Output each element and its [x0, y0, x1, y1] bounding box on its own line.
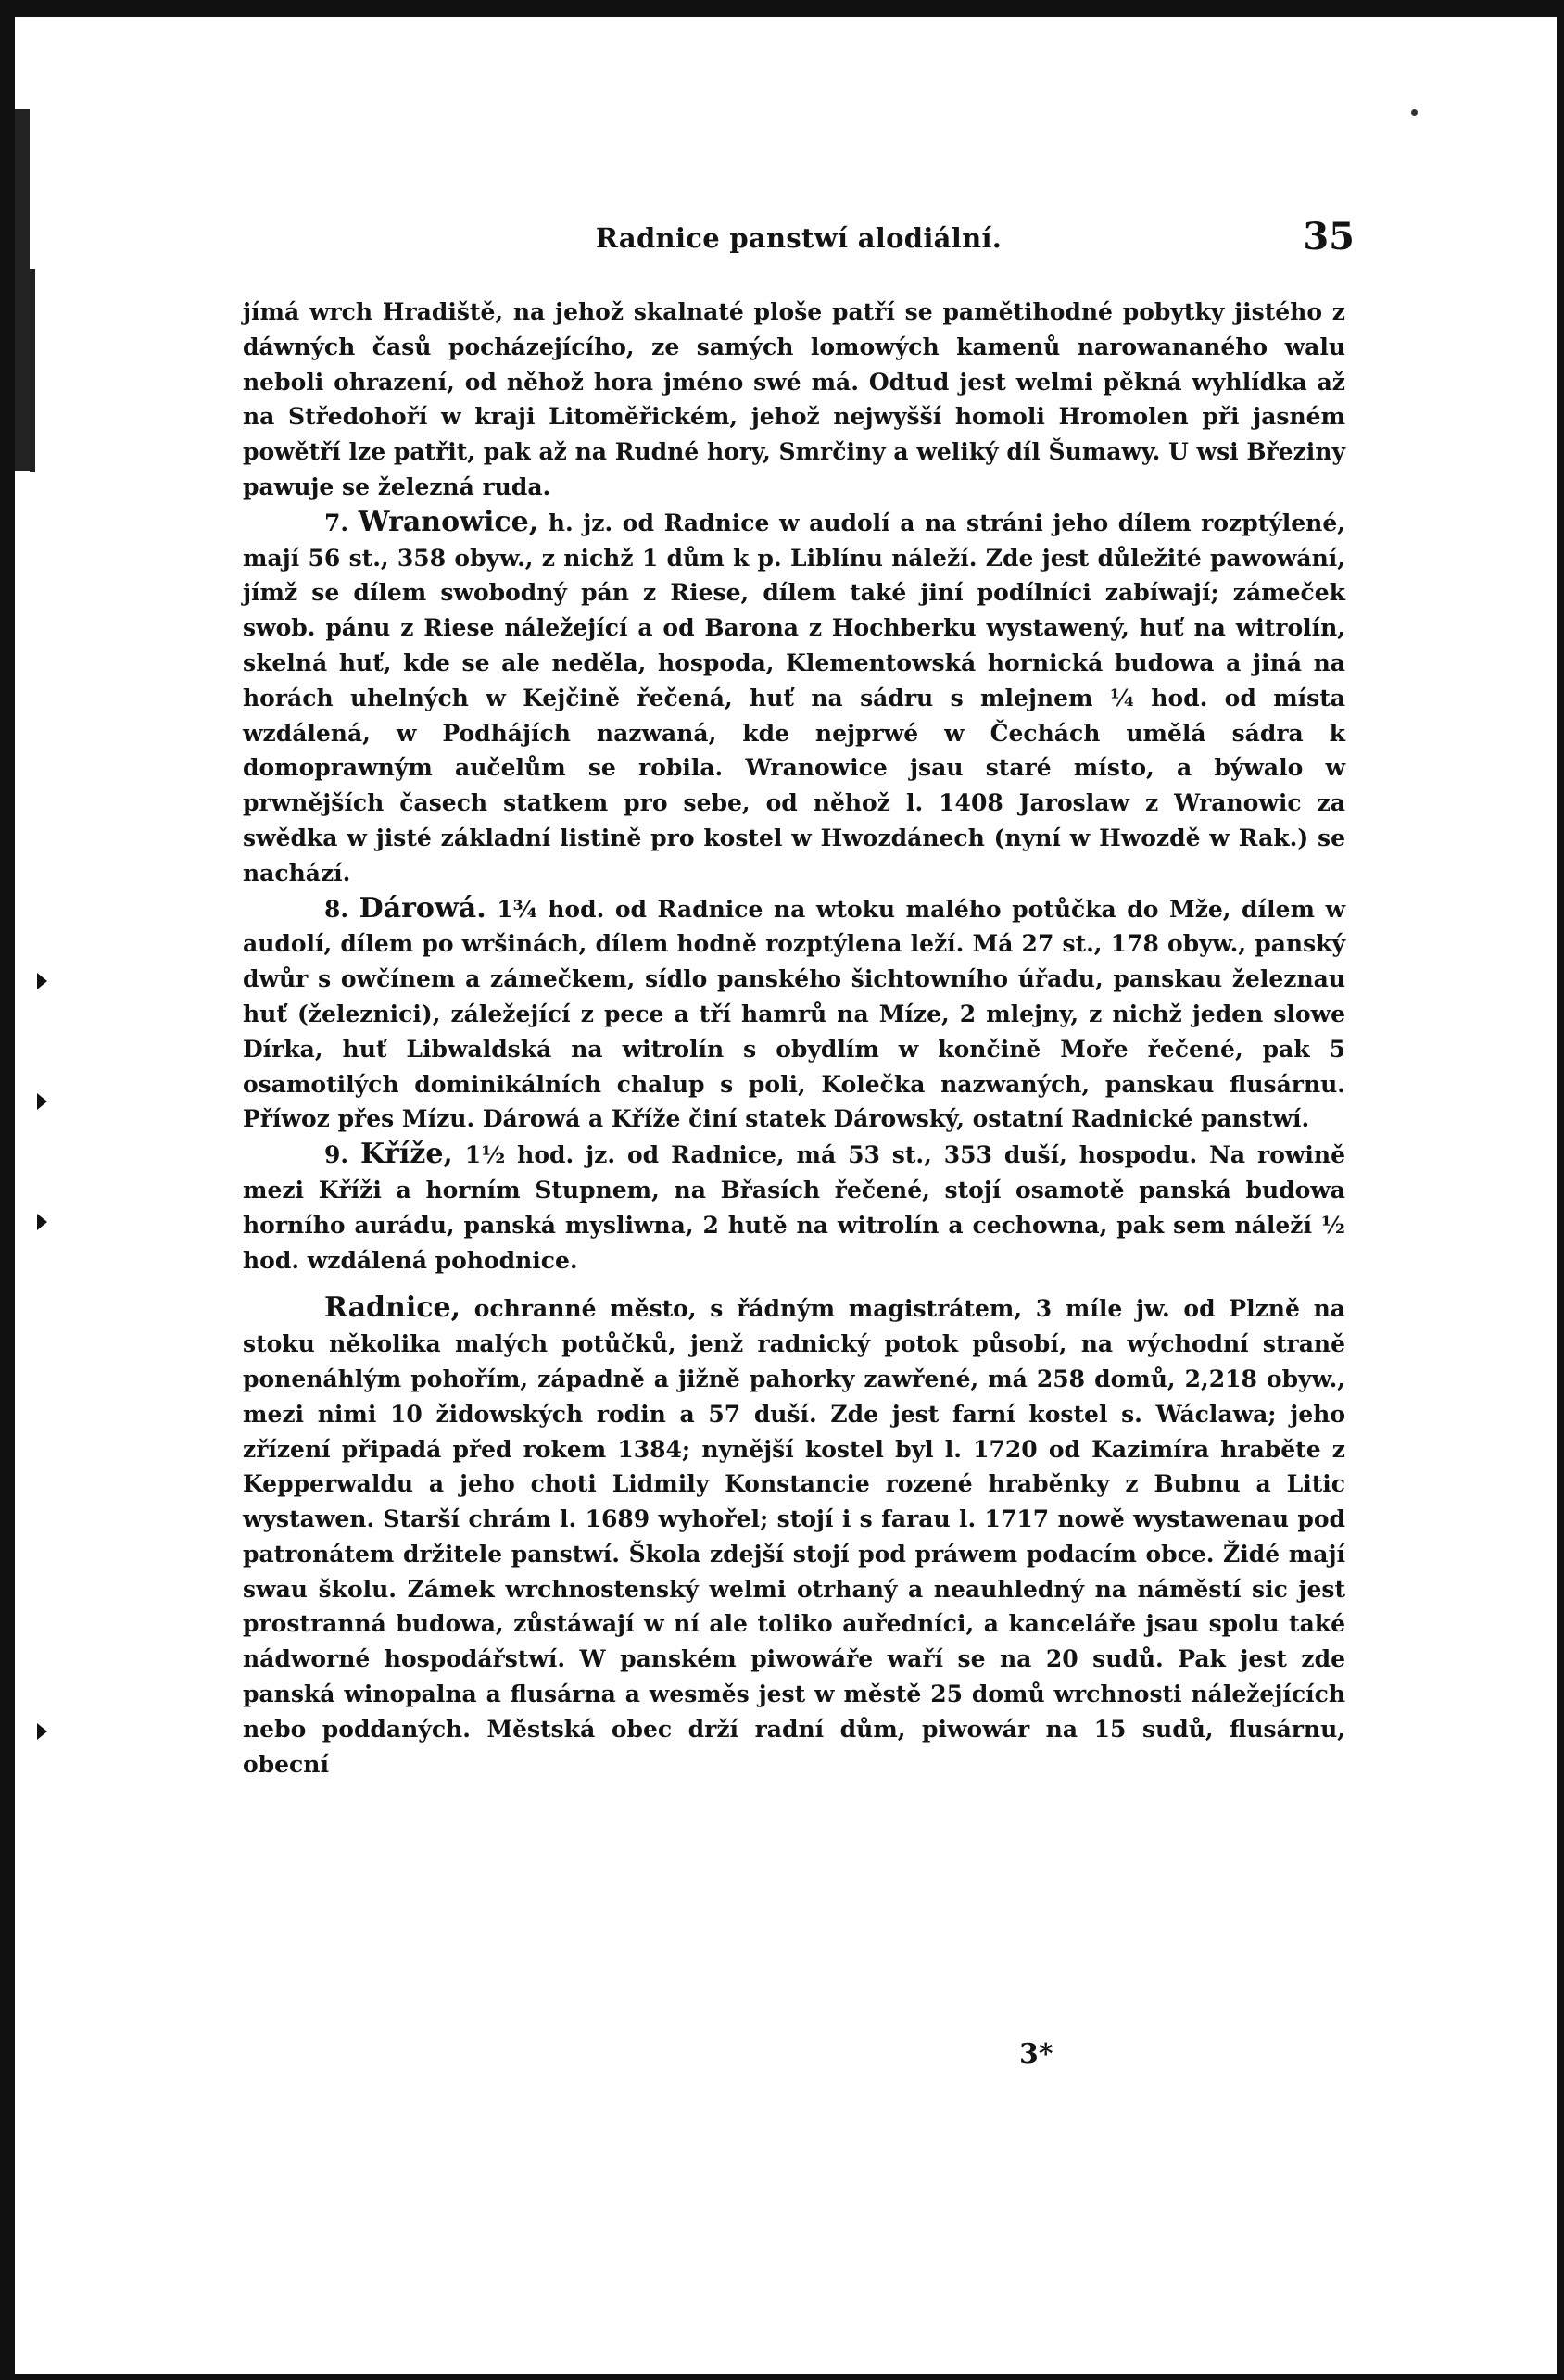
paragraph-town-radnice — [243, 1291, 1345, 1782]
paragraph-text: 1½ hod. jz. od Radnice, má 53 st., 353 duší, hospodu. Na rowině mezi Kříži a horním Stupnem, na Břasích řečené, stojí osamotě panská budowa horního aurádu, panská mysliwna, 2 hutě na witrolín a cechowna, pak sem náleží ½ hod. wzdálená pohodnice. — [243, 1141, 1345, 1274]
paragraph-text: ochranné město, s řádným magistrátem, 3 míle jw. od Plzně na stoku několika malých potůčků, jenž radnický potok působí, na wýchodní straně ponenáhlým pohořím, západně a jižně pahorky zawřené, má 258 domů, 2,218 obyw., mezi nimi 10 židowských rodin a 57 duší. Zde jest farní kostel s. Wáclawa; jeho zřízení připadá před rokem 1384; nynější kostel byl l. 1720 od Kazimíra hraběte z Kepperwaldu a jeho choti Lidmily Konstancie rozené hraběnky z Bubnu a Litic wystawen. Starší chrám l. 1689 wyhořel; stojí i s farau l. 1717 nowě wystawenau pod patronátem držitele panstwí. Škola zdejší stojí pod práwem podacím obce. Židé mají swau školu. Zámek wrchnostenský welmi otrhaný a neauhledný na náměstí sic jest prostranná budowa, zůstáwají w ní ale toliko auředníci, a kanceláře jsau spolu také nádworné hospodářstwí. W panském piwowáře waří se na 20 sudů. Pak jest zde panská winopalna a flusárna a wesměs jest w městě 25 domů wrchnosti náležejících nebo poddaných. Městská obec drží radní dům, piwowár na 15 sudů, flusárnu, obecní — [243, 1295, 1345, 1778]
scan-edge-mark — [15, 109, 30, 471]
margin-arrow-icon — [37, 1723, 47, 1740]
scan-speck — [1411, 109, 1418, 116]
paragraph-text: jímá wrch Hradiště, na jehož skalnaté ploše patří se pamětihodné pobytky jistého z dáwných časů pocházejícího, ze samých lomowých kamenů narowananého walu neboli ohrazení, od něhož hora jméno swé má. Odtud jest welmi pěkná wyhlídka až na Středohoří w kraji Litoměřickém, jehož nejwyšší homoli Hromolen při jasném powětří lze patřit, pak až na Rudné hory, Smrčiny a weliký díl Šumawy. U wsi Březiny pawuje se železná ruda. — [243, 298, 1345, 500]
margin-arrow-icon — [37, 1093, 47, 1110]
running-title: Radnice panstwí alodiální. — [595, 222, 1003, 254]
entry-name: Dárowá. — [359, 891, 486, 925]
body-text — [243, 295, 1345, 1782]
margin-arrow-icon — [37, 1214, 47, 1230]
paragraph-entry-krize — [243, 1137, 1345, 1278]
entry-number: 8. — [324, 895, 349, 923]
paragraph-text: 1¾ hod. od Radnice na wtoku malého potůčka do Mže, dílem w audolí, dílem po wršinách, dílem hodně rozptýlena leží. Má 27 st., 178 obyw., panský dwůr s owčínem a zámečkem, sídlo panského šichtowního úřadu, panskau železnau huť (železnici), záležející z pece a tří hamrů na Míze, 2 mlejny, z nichž jeden slowe Dírka, huť Libwaldská na witrolín s obydlím w končině Moře řečené, pak 5 osamotilých dominikálních chalup s poli, Kolečka nazwaných, panskau flusárnu. Příwoz přes Mízu. Dárowá a Kříže činí statek Dárowský, ostatní Radnické panstwí. — [243, 895, 1345, 1133]
scan-edge-mark — [30, 269, 35, 472]
page-number: 35 — [1303, 215, 1355, 258]
entry-name: Kříže, — [360, 1138, 453, 1171]
entry-number: 7. — [324, 509, 349, 536]
margin-arrow-icon — [37, 973, 47, 989]
paragraph — [243, 295, 1345, 505]
entry-number: 9. — [324, 1141, 349, 1169]
paragraph-text: h. jz. od Radnice w audolí a na stráni jeho dílem rozptýlené, mají 56 st., 358 obyw., z nichž 1 dům k p. Liblínu náleží. Zde jest důležité pawowání, jímž se dílem swobodný pán z Riese, dílem také jiní podílníci zabíwají; zámeček swob. pánu z Riese náležející a od Barona z Hochberku wystawený, huť na witrolín, skelná huť, kde se ale neděla, hospoda, Klementowská hornická budowa a jiná na horách uhelných w Kejčině řečená, huť na sádru s mlejnem ¼ hod. od místa wzdálená, w Podhájích nazwaná, kde nejprwé w Čechách umělá sádra k domoprawným aučelům se robila. Wranowice jsau staré místo, a býwalo w prwnějších časech statkem pro sebe, od něhož l. 1408 Jaroslaw z Wranowic za swědka w jisté základní listině pro kostel w Hwozdánech (nyní w Hwozdě w Rak.) se nachází. — [243, 509, 1345, 887]
page-header — [243, 215, 1355, 271]
paragraph-entry-darowa — [243, 891, 1345, 1138]
entry-name: Radnice, — [324, 1291, 461, 1325]
paragraph-entry-wranowice — [243, 505, 1345, 891]
entry-name: Wranowice, — [358, 505, 539, 538]
signature-mark: 3* — [1019, 2038, 1053, 2071]
